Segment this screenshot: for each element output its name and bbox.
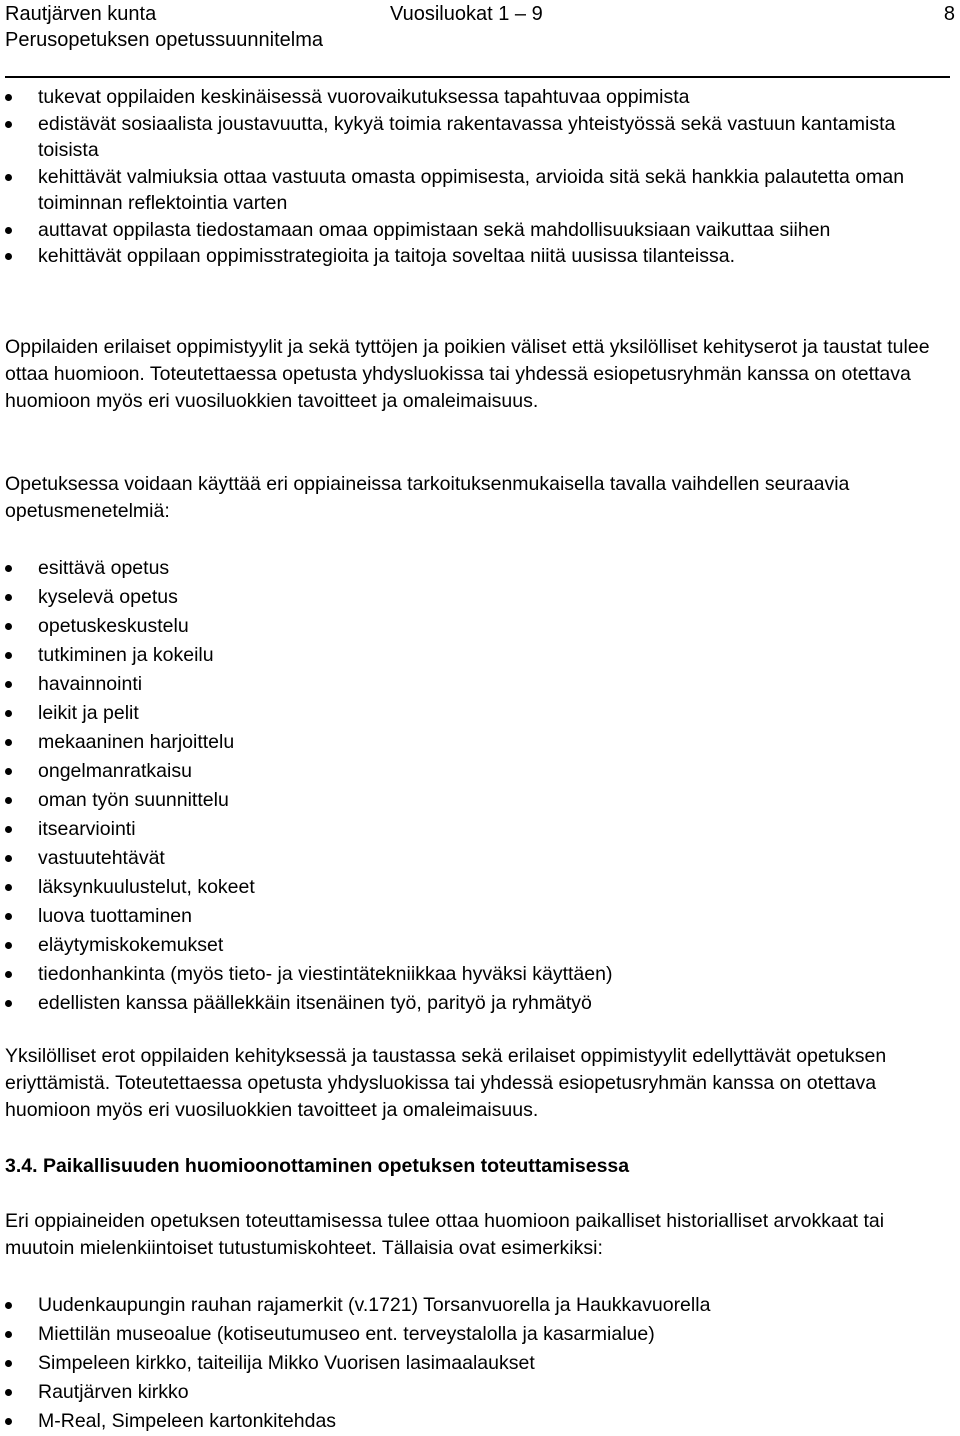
section-heading: 3.4. Paikallisuuden huomioonottaminen opetuksen toteuttamisessa (5, 1155, 630, 1177)
list-item: kehittävät oppilaan oppimisstrategioita ja taitoja soveltaa niitä uusissa tilanteissa. (5, 243, 950, 270)
bullet-icon (5, 253, 12, 260)
header-rule (5, 76, 950, 78)
list-item: vastuutehtävät (5, 844, 950, 873)
bullet-icon (5, 826, 12, 833)
bullet-icon (5, 884, 12, 891)
bullet-icon (5, 623, 12, 630)
page-number: 8 (943, 3, 955, 25)
list-item: mekaaninen harjoittelu (5, 728, 950, 757)
list-item: kehittävät valmiuksia ottaa vastuuta omasta oppimisesta, arvioida sitä sekä hankkia palautetta oman toiminnan reflektointia varten (5, 164, 950, 217)
bullet-icon (5, 1000, 12, 1007)
bullet-icon (5, 739, 12, 746)
outcome-list (5, 84, 950, 270)
list-item: itsearviointi (5, 815, 950, 844)
places-list (5, 1291, 950, 1436)
bullet-icon (5, 710, 12, 717)
list-item: Rautjärven kirkko (5, 1378, 950, 1407)
bullet-icon (5, 1389, 12, 1396)
list-item: tiedonhankinta (myös tieto- ja viestintätekniikkaa hyväksi käyttäen) (5, 960, 950, 989)
list-item: eläytymiskokemukset (5, 931, 950, 960)
places-list-block (5, 1291, 950, 1436)
paragraph-differentiation: Yksilölliset erot oppilaiden kehityksessä ja taustassa sekä erilaiset oppimistyylit edellyttävät opetuksen eriyttämistä. Toteutettaessa opetusta yhdysluokissa tai yhdessä esiopetusryhmän kanssa on otettava huomioon myös eri vuosiluokkien tavoitteet ja omaleimaisuus. (5, 1045, 887, 1121)
outcome-list-block (5, 84, 950, 270)
list-item: Miettilän museoalue (kotiseutumuseo ent. terveystalolla ja kasarmialue) (5, 1320, 950, 1349)
bullet-icon (5, 1360, 12, 1367)
bullet-icon (5, 681, 12, 688)
section-heading-block (5, 1153, 950, 1180)
paragraph-learning-styles: Oppilaiden erilaiset oppimistyylit ja sekä tyttöjen ja poikien väliset että yksilölliset kehityserot ja taustat tulee ottaa huomioon. Toteutettaessa opetusta yhdysluokissa tai yhdessä esiopetusryhmän kanssa on otettava huomioon myös eri vuosiluokkien tavoitteet ja omaleimaisuus. (5, 336, 930, 412)
list-item: tutkiminen ja kokeilu (5, 641, 950, 670)
list-item: opetuskeskustelu (5, 612, 950, 641)
bullet-icon (5, 855, 12, 862)
bullet-icon (5, 942, 12, 949)
list-item: luova tuottaminen (5, 902, 950, 931)
list-item: läksynkuulustelut, kokeet (5, 873, 950, 902)
bullet-icon (5, 94, 12, 101)
bullet-icon (5, 913, 12, 920)
page-header (5, 2, 955, 78)
list-item: leikit ja pelit (5, 699, 950, 728)
list-item: oman työn suunnittelu (5, 786, 950, 815)
list-item: M-Real, Simpeleen kartonkitehdas (5, 1407, 950, 1436)
bullet-icon (5, 121, 12, 128)
list-item: ongelmanratkaisu (5, 757, 950, 786)
header-document-title: Perusopetuksen opetussuunnitelma (5, 29, 323, 51)
header-organization: Rautjärven kunta (5, 3, 157, 25)
list-item: edistävät sosiaalista joustavuutta, kykyä toimia rakentavassa yhteistyössä sekä vastuun kantamista toisista (5, 111, 950, 164)
paragraph-methods-intro: Opetuksessa voidaan käyttää eri oppiaineissa tarkoituksenmukaisella tavalla vaihdellen seuraavia opetusmenetelmiä: (5, 473, 850, 522)
list-item: kyselevä opetus (5, 583, 950, 612)
bullet-icon (5, 227, 12, 234)
list-item: Simpeleen kirkko, taiteilija Mikko Vuorisen lasimaalaukset (5, 1349, 950, 1378)
bullet-icon (5, 797, 12, 804)
bullet-icon (5, 1331, 12, 1338)
list-item: auttavat oppilasta tiedostamaan omaa oppimistaan sekä mahdollisuuksiaan vaikuttaa siihen (5, 217, 950, 244)
bullet-icon (5, 174, 12, 181)
paragraph-local-intro: Eri oppiaineiden opetuksen toteuttamisessa tulee ottaa huomioon paikalliset historialliset arvokkaat tai muutoin mielenkiintoiset tutustumiskohteet. Tällaisia ovat esimerkiksi: (5, 1210, 885, 1259)
list-item: edellisten kanssa päällekkäin itsenäinen työ, parityö ja ryhmätyö (5, 989, 950, 1018)
methods-list-block (5, 554, 950, 1018)
list-item: esittävä opetus (5, 554, 950, 583)
bullet-icon (5, 1302, 12, 1309)
methods-list (5, 554, 950, 1018)
bullet-icon (5, 565, 12, 572)
list-item: Uudenkaupungin rauhan rajamerkit (v.1721) Torsanvuorella ja Haukkavuorella (5, 1291, 950, 1320)
bullet-icon (5, 971, 12, 978)
bullet-icon (5, 1418, 12, 1425)
list-item: havainnointi (5, 670, 950, 699)
header-grades: Vuosiluokat 1 – 9 (390, 3, 543, 25)
list-item: tukevat oppilaiden keskinäisessä vuorovaikutuksessa tapahtuvaa oppimista (5, 84, 950, 111)
bullet-icon (5, 768, 12, 775)
bullet-icon (5, 652, 12, 659)
bullet-icon (5, 594, 12, 601)
